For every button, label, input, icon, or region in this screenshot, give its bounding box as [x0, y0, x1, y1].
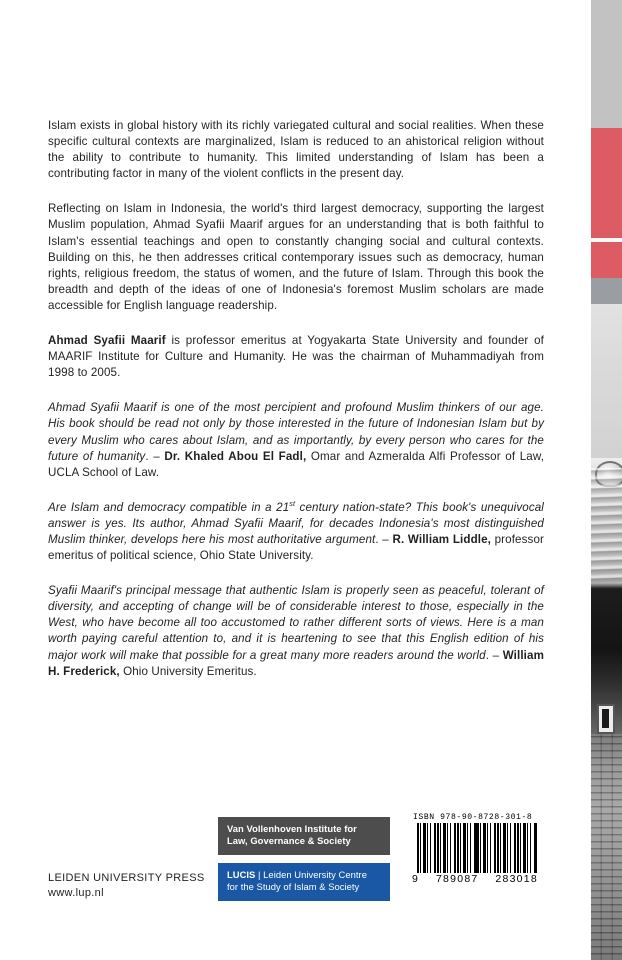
description-paragraph-1: Islam exists in global history with its richly variegated cultural and social realities. When these specific cultural contexts are marginalized, Islam is reduced to an ahistorical religion without the ability to contribute to humanity. This limited understanding of Islam has been a contributing factor in many of the violent conflicts in the present day.	[48, 119, 544, 181]
endorsement-2-quote-part-2: century nation-state? This book's unequivocal answer is yes. Its author, Ahmad Syafii Maarif, for decades Indonesia's most distinguished Muslim thinker, develops here his most authoritative argument	[48, 500, 544, 546]
van-vollenhoven-institute-logo	[218, 817, 390, 855]
author-bio-paragraph	[48, 333, 544, 381]
isbn-label: ISBN 978-90-8728-301-8	[413, 813, 533, 822]
ean13-barcode	[411, 823, 539, 885]
endorsement-3-dash: . –	[485, 648, 503, 662]
publisher-imprint	[48, 871, 205, 901]
author-bio-text: is professor emeritus at Yogyakarta State University and founder of MAARIF Institute for Culture and Humanity. He was the chairman of Muhammadiyah from 1998 to 2005.	[48, 334, 544, 380]
spine-band-red-upper	[591, 128, 622, 238]
author-name: Ahmad Syafii Maarif	[48, 334, 166, 348]
barcode-digits	[411, 873, 539, 885]
lucis-logo-line-1	[227, 869, 382, 881]
lucis-line-1-text: Leiden University Centre	[263, 868, 367, 880]
vvi-logo-line-1: Van Vollenhoven Institute for	[227, 823, 357, 834]
endorsement-1-dash: . –	[145, 449, 165, 463]
back-cover-text-block	[48, 118, 544, 680]
spine-band-light-gray	[591, 304, 622, 458]
lucis-logo	[218, 863, 390, 901]
photo-window	[597, 704, 615, 734]
endorsement-2-dash: . –	[375, 532, 393, 546]
endorsement-3-quote: Syafii Maarif's principal message that authentic Islam is properly seen as peaceful, tolerant of diversity, and accepting of change will be of considerable interest to those, especially in the West, who have become all too accustomed to rather different sorts of views. Here is a man worth paying careful attention to, and it is heartening to see that this English edition of his major work will make that possible for a great many more readers around the world	[48, 584, 544, 662]
isbn-barcode-block	[411, 813, 539, 885]
endorsement-1	[48, 400, 544, 480]
endorsement-3-attribution-title: Ohio University Emeritus.	[119, 664, 257, 678]
endorsement-3	[48, 583, 544, 680]
photo-roof-tiles	[591, 468, 622, 583]
lucis-wordmark: LUCIS	[227, 868, 256, 880]
endorsement-1-attribution-name: Dr. Khaled Abou El Fadl,	[164, 449, 307, 463]
vvi-logo-line-2: Law, Governance & Society	[227, 835, 351, 847]
barcode-digit-group-3: 283018	[495, 873, 538, 885]
endorsement-1-quote: Ahmad Syafii Maarif is one of the most percipient and profound Muslim thinkers of our age. His book should be read not only by those interested in the future of Indonesian Islam but by every Muslim who cares about Islam, and as importantly, by every person who cares for the future of humanity	[48, 401, 544, 463]
endorsement-1-attribution-title: Omar and Azmeralda Alfi Professor of Law, UCLA School of Law.	[48, 449, 545, 479]
endorsement-2-attribution-name: R. William Liddle,	[392, 532, 491, 546]
back-cover-footer	[0, 805, 591, 960]
spine-cover-photograph	[591, 458, 622, 960]
publisher-url: www.lup.nl	[48, 887, 104, 899]
endorsement-2-attribution-title: professor emeritus of political science, Ohio State University.	[48, 532, 544, 563]
lucis-separator: |	[255, 868, 264, 880]
lucis-logo-line-2: for the Study of Islam & Society	[227, 881, 360, 893]
spine-band-gray-top	[591, 0, 622, 128]
publisher-name: LEIDEN UNIVERSITY PRESS	[48, 872, 205, 884]
endorsement-2-superscript: st	[289, 498, 296, 508]
spine-band-red-lower	[591, 242, 622, 278]
endorsement-2-quote-part-1: Are Islam and democracy compatible in a 21	[48, 500, 290, 514]
endorsement-3-attribution-name: William H. Frederick,	[48, 648, 545, 678]
photo-brick-wall	[591, 734, 622, 960]
endorsement-2	[48, 500, 544, 564]
barcode-digit-group-1: 9	[412, 873, 420, 885]
spine-band-gray-mid	[591, 278, 622, 304]
description-paragraph-2: Reflecting on Islam in Indonesia, the world's third largest democracy, supporting the largest Muslim population, Ahmad Syafii Maarif argues for an understanding that is both faithful to Islam's essential teachings and open to constantly changing social and cultural contexts. Building on this, he then addresses critical contemporary issues such as democracy, human rights, religious freedom, the status of women, and the future of Islam. Through this book the breadth and depth of the ideas of one of Indonesia's foremost Muslim scholars are made accessible for English language readership.	[48, 202, 544, 312]
barcode-digit-group-2: 789087	[435, 873, 479, 885]
book-spine-edge	[591, 0, 622, 960]
institution-logos	[218, 817, 390, 901]
